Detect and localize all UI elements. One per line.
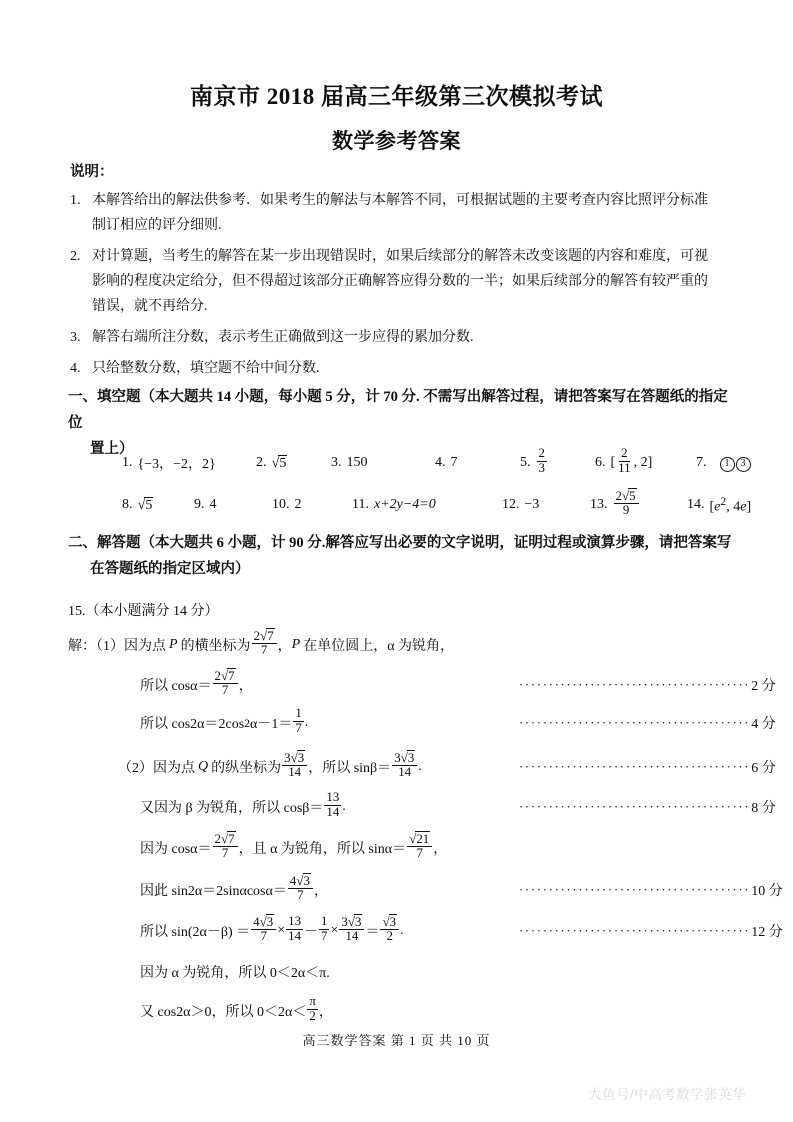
solution-text: 的纵坐标为	[211, 761, 282, 776]
solution-line-cos-beta	[140, 792, 346, 822]
note-number: 2.	[70, 249, 81, 264]
answer-9	[194, 488, 217, 522]
watermark: 大鱼号/中高考数学张英华	[588, 1087, 747, 1102]
section-heading-line: 在答题纸的指定区域内）	[90, 561, 250, 577]
solution-text: 的横坐标为	[180, 639, 251, 654]
fraction	[251, 915, 276, 943]
fraction-numerator: 3√3	[392, 751, 417, 766]
answer-number: 13.	[590, 497, 608, 512]
fraction-denominator: 7	[416, 846, 423, 861]
note-number: 3.	[70, 330, 81, 345]
answer-13	[590, 488, 640, 522]
dotted-leader: ·······································	[519, 882, 751, 897]
score-value: 10 分	[751, 884, 783, 899]
fraction-numerator: 1	[295, 706, 302, 721]
note-item	[70, 325, 730, 350]
fraction-numerator: 2√7	[213, 832, 238, 847]
answer-value: −3	[524, 497, 540, 512]
note-line: 本解答给出的解法供参考．如果考生的解法与本解答不同，可根据试题的主要考查内容比照评分标准	[92, 193, 708, 208]
answer-value: 2	[294, 497, 302, 512]
fraction	[380, 915, 399, 943]
note-line: 对计算题，当考生的解答在某一步出现错误时，如果后续部分的解答未改变该题的内容和难度，可视	[92, 249, 708, 264]
note-line: 错误，就不再给分.	[92, 299, 208, 314]
fraction-numerator: 2√7	[213, 669, 238, 684]
fraction	[616, 447, 632, 474]
fraction-numerator: 4√3	[288, 874, 313, 889]
note-item	[70, 356, 730, 381]
page-title: 南京市 2018 届高三年级第三次模拟考试	[190, 84, 603, 109]
fraction-numerator: 1	[321, 914, 328, 929]
fraction	[252, 629, 277, 657]
fraction-denominator: 7	[260, 643, 268, 658]
note-line: 影响的程度决定给分，但不得超过该部分正确解答应得分数的一半；如果后续部分的解答有较严重的	[92, 274, 708, 289]
fraction-numerator: 2√5	[614, 489, 639, 504]
page-footer: 高三数学答案 第 1 页 共 10 页	[302, 1033, 491, 1048]
answer-8	[122, 488, 153, 522]
notes-block	[70, 160, 730, 387]
score-value: 4 分	[751, 717, 776, 732]
score-leader-2	[519, 670, 776, 700]
answer-12	[502, 488, 539, 522]
fraction-denominator: 11	[618, 460, 631, 475]
answer-number: 3.	[331, 455, 342, 470]
fraction	[339, 915, 364, 943]
solution-text: .	[418, 759, 422, 774]
solution-text: （2）因为点	[118, 761, 195, 776]
dotted-leader: ·······································	[519, 715, 751, 730]
answer-value	[614, 489, 639, 517]
fraction	[213, 669, 238, 697]
fraction	[407, 832, 432, 860]
section-heading-line: 置上）	[90, 441, 134, 457]
solution-line-sin-2alpha	[140, 872, 328, 905]
fraction-denominator: 7	[260, 929, 267, 944]
note-number: 4.	[70, 361, 81, 376]
note-item	[70, 188, 730, 238]
answer-value: 7	[450, 455, 458, 470]
fraction-denominator: 9	[622, 503, 630, 518]
fraction-denominator: 7	[221, 683, 229, 698]
answer-value: 4	[209, 497, 217, 512]
answer-value: 150	[346, 455, 368, 470]
solution-text: .	[400, 923, 404, 938]
note-text	[92, 244, 730, 319]
dotted-leader: ·······································	[519, 923, 751, 938]
fraction	[319, 915, 329, 942]
solution-text: ＝	[365, 925, 380, 940]
fraction-denominator: 14	[288, 928, 301, 943]
answer-3	[331, 446, 368, 480]
answer-value: x+2y−4=0	[373, 497, 436, 512]
solution-text: －	[304, 925, 318, 940]
solution-text: ，所以 sinβ＝	[308, 761, 392, 776]
solution-text: 在单位圆上，α 为锐角，	[303, 639, 455, 654]
answer-7	[696, 446, 752, 480]
fraction	[293, 707, 303, 734]
fraction-numerator: √3	[380, 915, 399, 930]
solution-text: 又因为 β 为锐角，所以 cosβ＝	[140, 801, 324, 816]
answer-2	[256, 446, 287, 480]
score-value: 12 分	[751, 925, 783, 940]
section-heading-line: 二、解答题（本大题共 6 小题，计 90 分.解答应写出必要的文字说明，证明过程或演算步骤，请把答案写	[68, 535, 732, 551]
fraction-denominator: 2	[309, 1008, 316, 1023]
fraction-denominator: 7	[321, 928, 328, 943]
answer-value: [ $\frac{2}{11}$ , 2]	[610, 446, 653, 475]
solution-text: .	[304, 715, 309, 730]
answer-value	[537, 447, 547, 474]
score-leader-8	[519, 792, 776, 822]
solution-text: .	[342, 799, 346, 814]
answer-number: 12.	[502, 497, 520, 512]
answer-value: [$e^2$, 4e]	[709, 494, 752, 515]
fraction-numerator: 13	[288, 914, 301, 929]
score-leader-12	[519, 916, 783, 946]
fraction-numerator: 2	[621, 446, 628, 461]
answer-value: √5	[137, 496, 153, 513]
score-value: 8 分	[751, 801, 776, 816]
solution-text: 解：（1）因为点	[68, 639, 166, 654]
fraction	[213, 832, 238, 860]
answer-number: 2.	[256, 455, 267, 470]
fraction	[307, 995, 318, 1022]
note-line: 解答右端所注分数，表示考生正确做到这一步应得的累加分数.	[92, 330, 474, 345]
solution-text: 所以 cosα＝	[140, 679, 212, 694]
circled-one-icon: 1	[720, 457, 735, 472]
solution-text: ，	[313, 884, 328, 899]
answer-5	[520, 446, 548, 480]
solution-line-range-2	[140, 996, 333, 1026]
answer-6	[595, 446, 652, 480]
answer-number: 5.	[520, 455, 531, 470]
answer-1	[122, 446, 216, 480]
answer-14	[687, 488, 751, 522]
variable-Q: Q	[198, 759, 209, 774]
fraction-denominator: 14	[288, 765, 302, 780]
answer-4	[435, 446, 458, 480]
fraction	[286, 915, 303, 942]
solution-line-intro	[68, 627, 455, 660]
solution-line-cos-alpha	[140, 667, 253, 700]
fraction	[288, 874, 313, 902]
fraction-denominator: 14	[326, 804, 340, 819]
solution-text: ×	[330, 923, 339, 938]
answer-number: 10.	[272, 497, 290, 512]
solution-line-sin-alpha	[140, 830, 448, 863]
section-heading-solve	[68, 530, 748, 582]
fraction-numerator: √21	[407, 832, 432, 847]
fraction	[324, 791, 341, 818]
question-15-heading: 15.（本小题满分 14 分）	[68, 604, 219, 619]
note-number: 1.	[70, 193, 81, 208]
fraction-numerator: π	[309, 994, 316, 1009]
fraction-denominator: 3	[538, 460, 545, 475]
answer-number: 9.	[194, 497, 205, 512]
answer-number: 1.	[122, 455, 133, 470]
solution-text: α－1＝	[250, 717, 293, 732]
note-item	[70, 244, 730, 319]
fraction-denominator: 7	[295, 720, 302, 735]
solution-text: ，	[238, 679, 253, 694]
answer-value: √5	[271, 454, 287, 471]
solution-text: 又 cos2α＞0，所以 0＜2α＜	[140, 1005, 307, 1020]
note-line: 制订相应的评分细则.	[92, 218, 222, 233]
score-leader-10	[519, 875, 783, 905]
fraction-denominator: 7	[297, 888, 304, 903]
fraction-denominator: 14	[398, 765, 412, 780]
answer-number: 14.	[687, 497, 705, 512]
page-subtitle: 数学参考答案	[332, 129, 461, 153]
exponent: 2	[244, 716, 250, 730]
fraction-numerator: 2	[538, 446, 545, 461]
variable-P: P	[169, 637, 178, 652]
score-value: 2 分	[751, 679, 776, 694]
note-line: 只给整数分数，填空题不给中间分数.	[92, 361, 320, 376]
solution-line-sin-beta	[118, 749, 422, 782]
solution-text: ×	[277, 923, 286, 938]
solution-line-cos-2alpha	[140, 708, 308, 738]
solution-text: ，	[433, 842, 448, 857]
solution-text: ，	[318, 1005, 333, 1020]
score-value: 6 分	[751, 761, 776, 776]
solution-text: 因此 sin2α＝2sinαcosα＝	[140, 884, 287, 899]
solution-text: ，且 α 为锐角，所以 sinα＝	[238, 842, 407, 857]
answer-value	[720, 455, 752, 472]
answer-value: {−3，−2，2}	[137, 457, 216, 472]
fraction-numerator: 4√3	[251, 915, 276, 930]
solution-text: ，	[277, 639, 292, 654]
solution-line-sin-2alpha-minus-beta	[140, 913, 404, 946]
notes-label: 说明：	[70, 164, 114, 180]
fraction	[282, 751, 307, 779]
score-leader-6	[519, 752, 776, 782]
fraction-denominator: 14	[345, 929, 359, 944]
dotted-leader: ·······································	[519, 799, 751, 814]
answer-number: 7.	[696, 455, 707, 470]
score-leader-4	[519, 708, 776, 738]
solution-text: 因为 α 为锐角，所以 0＜2α＜π.	[140, 966, 330, 981]
circled-three-icon: 3	[736, 457, 751, 472]
solution-line-range-1	[140, 957, 330, 987]
solution-text: 所以 sin(2α－β) ＝	[140, 925, 251, 940]
fraction-denominator: 7	[221, 846, 229, 861]
solution-text: 所以 cos2α＝2cos	[140, 717, 245, 732]
answer-10	[272, 488, 302, 522]
note-text	[92, 188, 730, 238]
answer-number: 11.	[352, 497, 369, 512]
section-heading-line: 一、填空题（本大题共 14 小题，每小题 5 分，计 70 分. 不需写出解答过程，请把答案写在答题纸的指定位	[68, 389, 728, 431]
answer-11	[352, 488, 436, 522]
fraction-numerator: 3√3	[282, 751, 307, 766]
fraction-numerator: 13	[326, 790, 340, 805]
note-text	[92, 325, 730, 350]
fraction-numerator: 3√3	[339, 915, 364, 930]
note-text	[92, 356, 730, 381]
dotted-leader: ·······································	[519, 677, 751, 692]
fraction-denominator: 2	[386, 929, 393, 944]
answer-number: 4.	[435, 455, 446, 470]
answer-number: 8.	[122, 497, 133, 512]
dotted-leader: ·······································	[519, 759, 751, 774]
answer-number: 6.	[595, 455, 606, 470]
variable-P: P	[291, 637, 301, 652]
fraction-numerator: 2√7	[252, 629, 277, 644]
solution-text: 因为 cosα＝	[140, 842, 212, 857]
fraction	[392, 751, 417, 779]
